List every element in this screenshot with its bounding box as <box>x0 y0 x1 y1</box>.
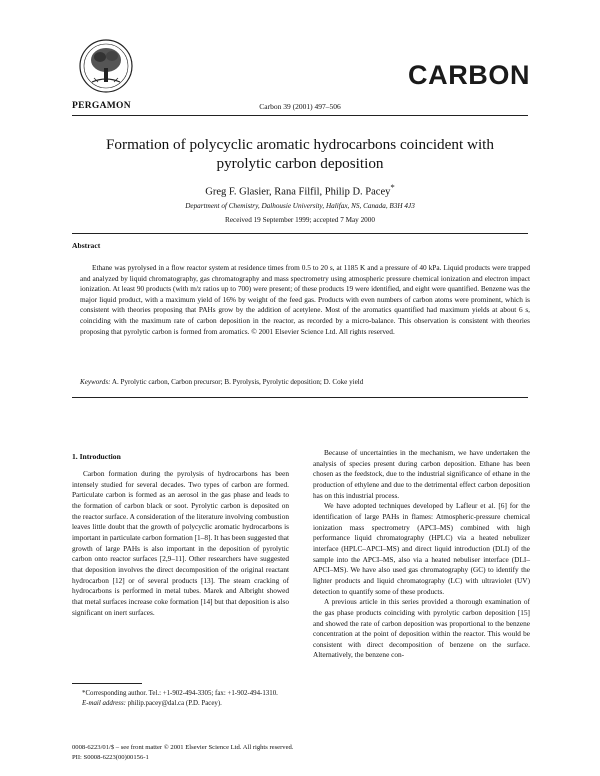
intro-paragraph-1: Carbon formation during the pyrolysis of hydrocarbons has been intensely studied for several decades. Two types of carbon are formed. Particulate carbon is formed as an aerosol in the gas phase and leads to the formation of carbon black or soot. Pyrolytic carbon is deposited on the reactor surface. A consideration of the literature involving combustion leaves little doubt that the growth of polycyclic aromatic hydrocarbons is important in particulate carbon formation [1–8]. It has been suggested that growth of large PAHs is also important in the deposition of pyrolytic carbon onto reactor surfaces [2,9–11]. Other researchers have suggested that deposition involves the direct decomposition of the original reactant hydrocarbon [12] or of several products [13]. The steam cracking of hydrocarbons is performed in metal tubes. Marek and Albright showed that metal surfaces increase coke formation [14] but that deposition is also significant on inert surfaces. <box>72 469 290 617</box>
keywords <box>80 378 530 386</box>
abstract-text: Ethane was pyrolysed in a flow reactor system at residence times from 0.5 to 20 s, at 1185 K and a pressure of 40 kPa. Liquid products were trapped and analyzed by liquid chromatography, gas chromatography and mass spectrometry using atmospheric pressure chemical ionization and electron impact ionization. At least 90 products (with m/z ratios up to 700) were present; of these products 19 were identified, and eight were quantified. Benzene was the major liquid product, with a maximum yield of 16% by weight of the feed gas. Products with even numbers of carbon atoms were prominent, which is consistent with theories proposing that PAHs grow by the addition of acetylene. Most of the aromatics quantified had maximum yields at about 6 s, coinciding with the maximum rate of carbon deposition in the reactor, as recorded by a micro-balance. This observation is consistent with theories proposing that pyrolytic carbon is formed from aromatics. © 2001 Elsevier Science Ltd. All rights reserved. <box>80 263 530 336</box>
keywords-label: Keywords: <box>80 378 111 386</box>
left-column <box>72 469 289 618</box>
author-list: Greg F. Glasier, Rana Filfil, Philip D. Pacey <box>205 186 391 198</box>
footnote <box>72 689 289 709</box>
keywords-list: A. Pyrolytic carbon, Carbon precursor; B. Pyrolysis, Pyrolytic deposition; D. Coke yield <box>111 378 364 386</box>
publisher-name: PERGAMON <box>72 101 131 111</box>
article-title <box>72 135 528 173</box>
copyright-footer <box>72 743 293 763</box>
abstract-top-rule <box>72 233 528 234</box>
title-line-2: pyrolytic carbon deposition <box>216 155 384 172</box>
intro-paragraph-3: We have adopted techniques developed by Lafleur et al. [6] for the identification of large PAHs in flames: Atmospheric-pressure chemical ionization mass spectrometry (APCI–MS) combined with high performance liquid chromatography (HPLC) via a heated nebulizer interface (HPLC–APCI–MS) and direct liquid introduction (DLI) of the sample into the APCI–MS, also via a heated nebuliser interface (DLI–APCI–MS). We have also used gas chromatography (GC) to identify the lighter products and liquid chromatography (LC) with ultraviolet (UV) detection to quantify some of these products. <box>313 501 530 596</box>
footnote-rule <box>72 683 142 684</box>
intro-paragraph-4: A previous article in this series provided a thorough examination of the gas phase products coinciding with pyrolytic carbon deposition [15] and showed the rate of carbon deposition was proportional to the benzene concentration at the point of deposition within the reactor. This would be consistent with direct decomposition of benzene on the surface. Alternatively, the benzene con- <box>313 597 530 660</box>
intro-paragraph-2: Because of uncertainties in the mechanism, we have undertaken the analysis of species present during carbon deposition. Ethane has been chosen as the feedstock, due to the industrial significance of ethane in the production of ethylene and due to the detrimental effect carbon deposition has on this industrial process. <box>313 448 530 500</box>
journal-reference: Carbon 39 (2001) 497–506 <box>259 102 341 111</box>
corresponding-mark: * <box>390 182 395 192</box>
corresponding-author-note: *Corresponding author. Tel.: +1-902-494-3305; fax: +1-902-494-1310. <box>82 690 278 697</box>
journal-name: CARBON <box>408 60 531 90</box>
received-dates: Received 19 September 1999; accepted 7 May 2000 <box>225 216 375 224</box>
affiliation: Department of Chemistry, Dalhousie University, Halifax, NS, Canada, B3H 4J3 <box>185 202 415 210</box>
title-line-1: Formation of polycyclic aromatic hydrocarbons coincident with <box>105 136 494 153</box>
email-address[interactable]: philip.pacey@dal.ca (P.D. Pacey). <box>127 700 222 707</box>
pii-line: PII: S0008-6223(00)00156-1 <box>72 754 149 761</box>
right-column <box>313 448 530 661</box>
section-heading-introduction: 1. Introduction <box>72 452 121 461</box>
front-matter-line: 0008-6223/01/$ – see front matter © 2001 Elsevier Science Ltd. All rights reserved. <box>72 744 294 751</box>
authors <box>72 182 528 198</box>
abstract-heading: Abstract <box>72 241 101 250</box>
elsevier-tree-logo-icon <box>78 38 134 94</box>
abstract-bottom-rule <box>72 397 528 398</box>
email-label: E-mail address: <box>82 700 126 707</box>
header-rule <box>72 115 528 116</box>
